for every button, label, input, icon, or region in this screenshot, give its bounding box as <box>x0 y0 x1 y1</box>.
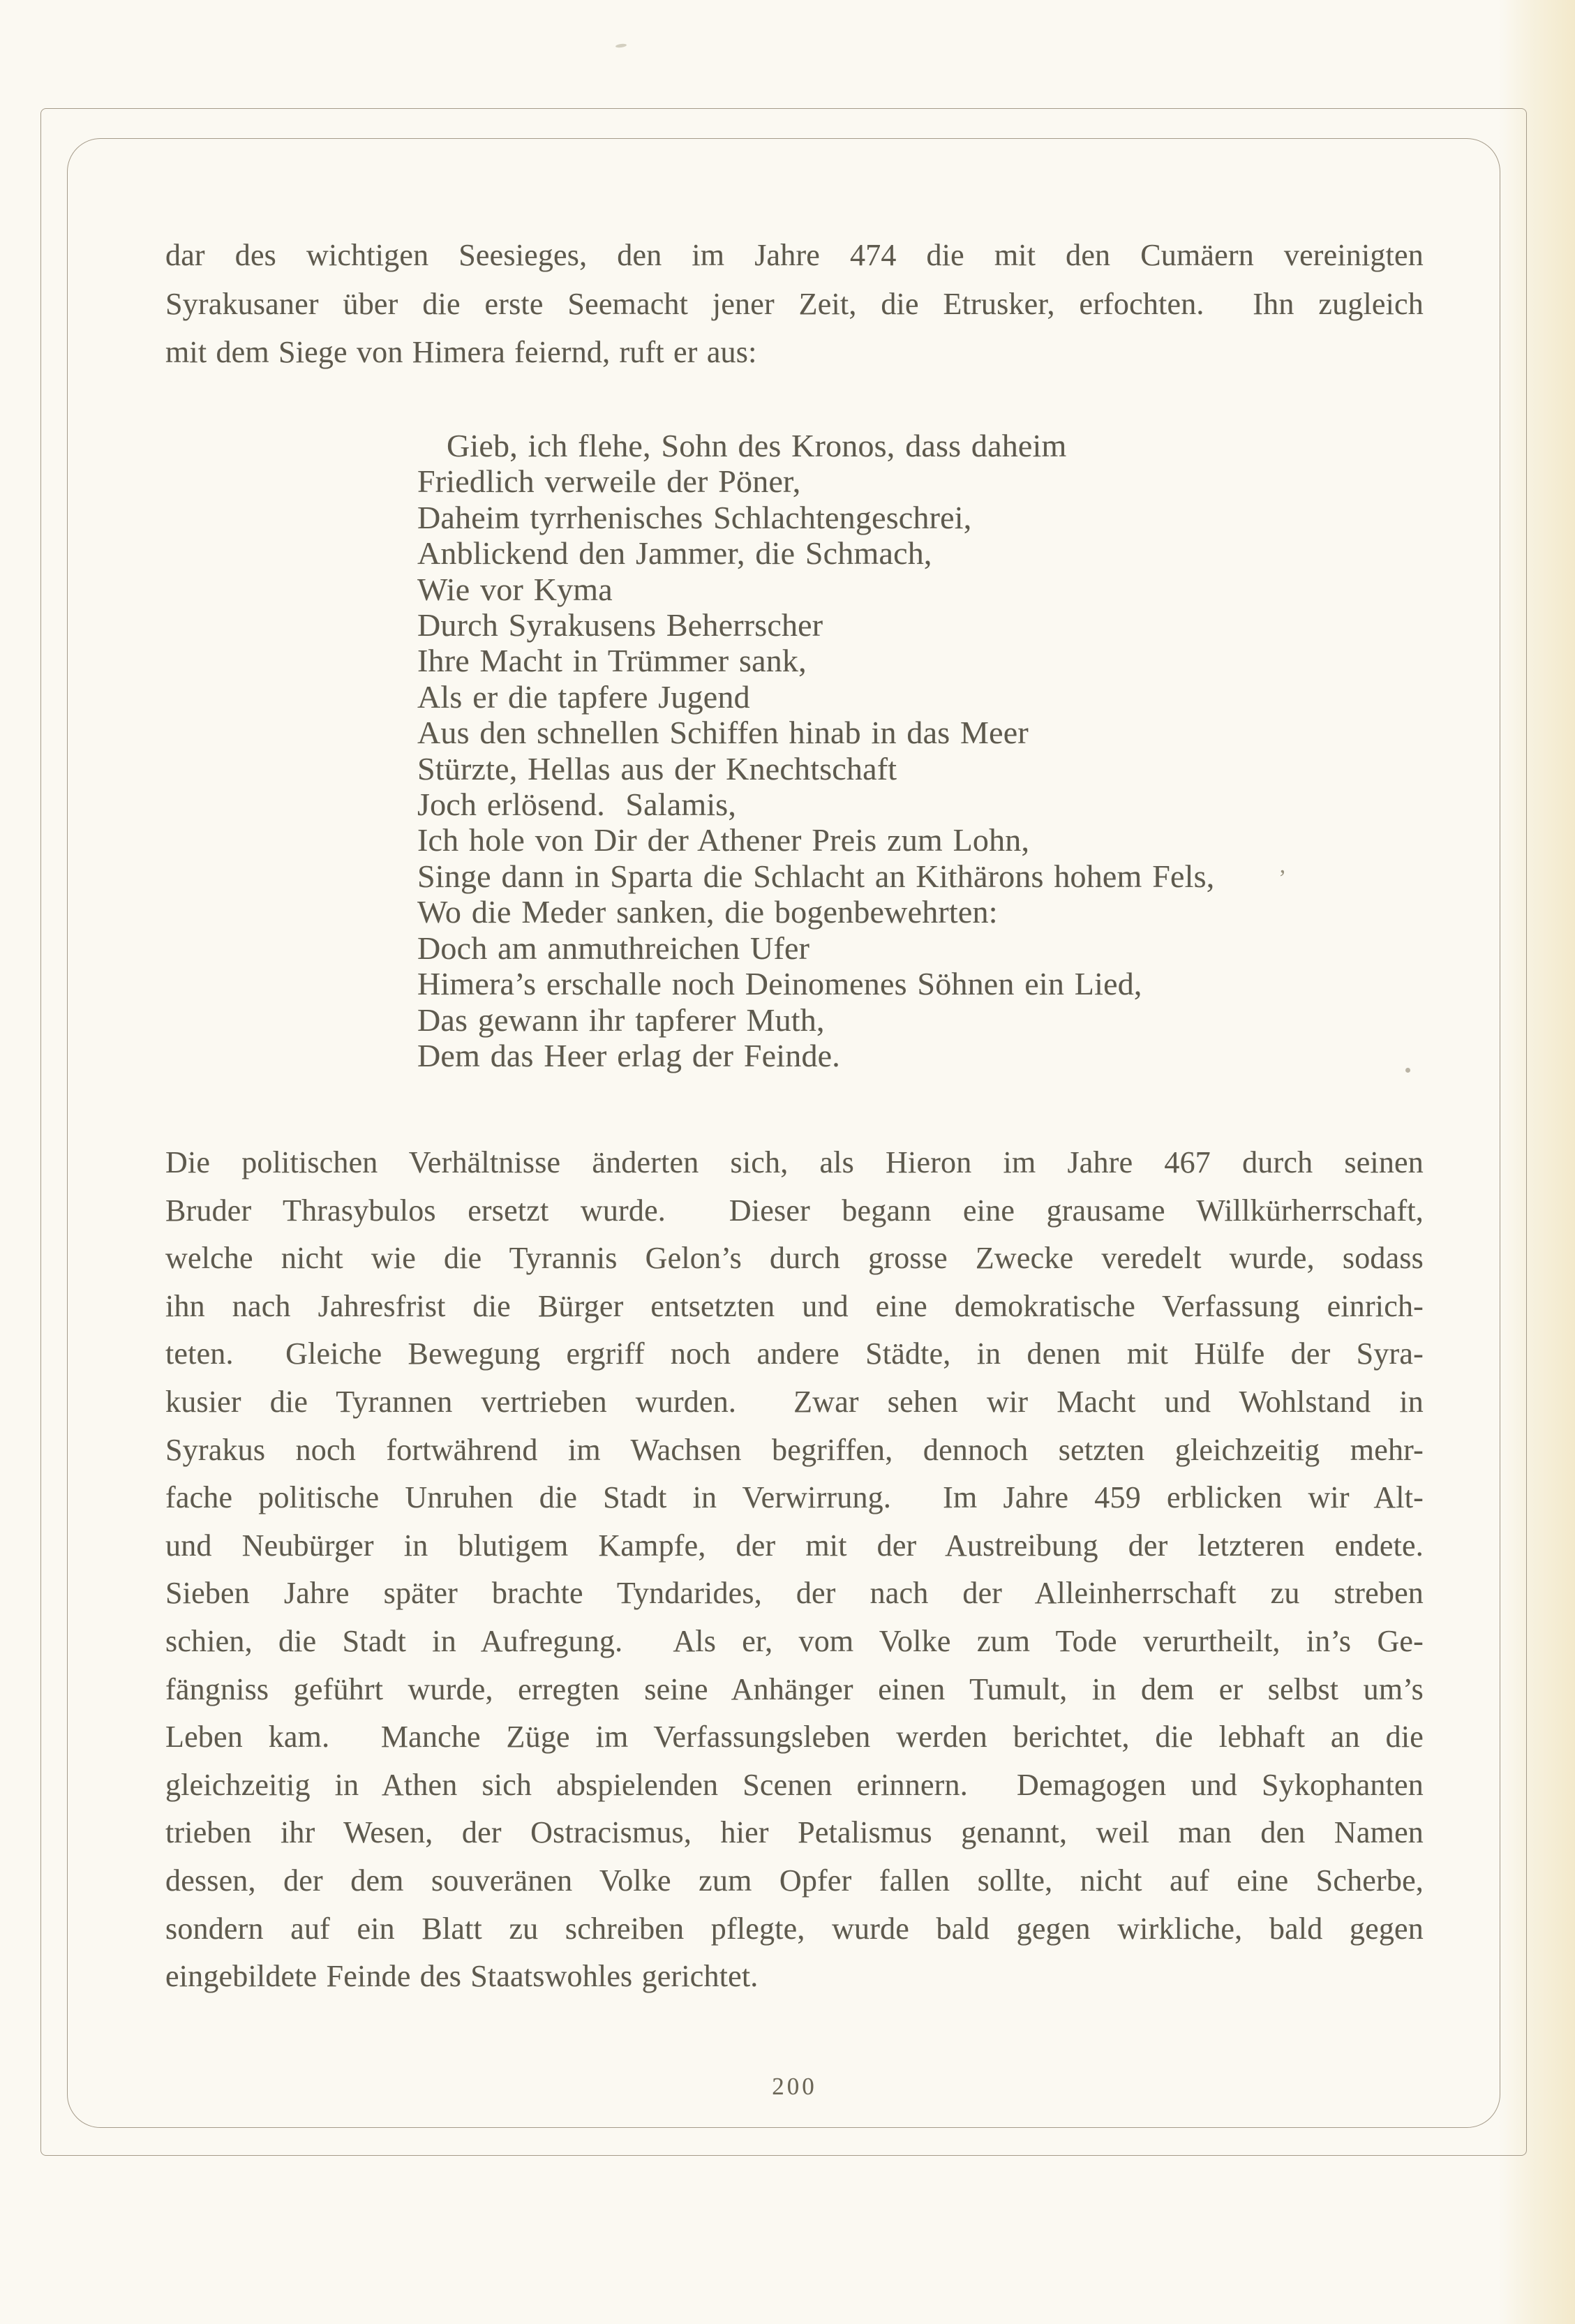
page-number: 200 <box>772 2073 817 2100</box>
body-line: Sieben Jahre später brachte Tyndarides, der nach der Alleinherrschaft zu streben <box>165 1576 1424 1611</box>
body-line: teten. Gleiche Bewegung ergriff noch andere Städte, in denen mit Hülfe der Syra- <box>165 1336 1424 1371</box>
poem-line: Durch Syrakusens Beherrscher <box>417 607 823 643</box>
body-line: kusier die Tyrannen vertrieben wurden. Zwar sehen wir Macht und Wohlstand in <box>165 1384 1424 1419</box>
body-line: dessen, der dem souveränen Volke zum Opfer fallen sollte, nicht auf eine Scherbe, <box>165 1863 1424 1898</box>
body-line: Leben kam. Manche Züge im Verfassungsleben werden berichtet, die lebhaft an die <box>165 1720 1424 1755</box>
body-line: trieben ihr Wesen, der Ostracismus, hier Petalismus genannt, weil man den Namen <box>165 1815 1424 1850</box>
scan-speck-icon <box>615 43 627 48</box>
poem-line: Stürzte, Hellas aus der Knechtschaft <box>417 750 897 787</box>
poem-line: Wo die Meder sanken, die bogenbewehrten: <box>417 894 998 930</box>
intro-line: Syrakusaner über die erste Seemacht jener Zeit, die Etrusker, erfochten. Ihn zugleich <box>165 286 1424 321</box>
poem-line: Gieb, ich flehe, Sohn des Kronos, dass daheim <box>447 428 1067 463</box>
body-line: welche nicht wie die Tyrannis Gelon’s durch grosse Zwecke veredelt wurde, sodass <box>165 1241 1424 1276</box>
body-line: fache politische Unruhen die Stadt in Verwirrung. Im Jahre 459 erblicken wir Alt- <box>165 1480 1424 1515</box>
intro-line: mit dem Siege von Himera feiernd, ruft er aus: <box>165 335 757 370</box>
poem-line: Joch erlösend. Salamis, <box>417 787 737 823</box>
scan-speck-icon: ’ <box>1278 865 1287 891</box>
poem-quotation <box>417 428 1464 1073</box>
poem-line: Doch am anmuthreichen Ufer <box>417 930 810 966</box>
poem-line: Das gewann ihr tapferer Muth, <box>417 1001 825 1038</box>
poem-line: Singe dann in Sparta die Schlacht an Kithärons hohem Fels, <box>417 858 1215 894</box>
body-line: schien, die Stadt in Aufregung. Als er, vom Volke zum Tode verurtheilt, in’s Ge- <box>165 1623 1424 1658</box>
poem-line: Als er die tapfere Jugend <box>417 678 750 715</box>
body-line: fängniss geführt wurde, erregten seine Anhänger einen Tumult, in dem er selbst um’s <box>165 1671 1424 1706</box>
main-paragraph <box>165 1139 1424 2001</box>
body-line: Syrakus noch fortwährend im Wachsen begriffen, dennoch setzten gleichzeitig mehr- <box>165 1432 1424 1467</box>
poem-line: Daheim tyrrhenisches Schlachtengeschrei, <box>417 499 972 535</box>
body-line: Bruder Thrasybulos ersetzt wurde. Dieser begann eine grausame Willkürherrschaft, <box>165 1193 1424 1228</box>
body-line: gleichzeitig in Athen sich abspielenden Scenen erinnern. Demagogen und Sykophanten <box>165 1767 1424 1802</box>
body-line: Die politischen Verhältnisse änderten sich, als Hieron im Jahre 467 durch seinen <box>165 1145 1424 1179</box>
intro-line: dar des wichtigen Seesieges, den im Jahre 474 die mit den Cumäern vereinigten <box>165 238 1424 272</box>
poem-line: Himera’s erschalle noch Deinomenes Söhnen ein Lied, <box>417 966 1142 1002</box>
body-line: und Neubürger in blutigem Kampfe, der mit der Austreibung der letzteren endete. <box>165 1528 1424 1563</box>
poem-line: Ich hole von Dir der Athener Preis zum Lohn, <box>417 822 1030 858</box>
body-line: eingebildete Feinde des Staatswohles gerichtet. <box>165 1959 759 1994</box>
poem-line: Friedlich verweile der Pöner, <box>417 463 801 500</box>
scan-speck-icon <box>1405 1068 1410 1073</box>
intro-paragraph <box>165 231 1424 377</box>
poem-line: Dem das Heer erlag der Feinde. <box>417 1037 840 1073</box>
poem-line: Wie vor Kyma <box>417 571 613 607</box>
poem-line: Aus den schnellen Schiffen hinab in das Meer <box>417 715 1029 751</box>
body-line: sondern auf ein Blatt zu schreiben pflegte, wurde bald gegen wirkliche, bald gegen <box>165 1911 1424 1946</box>
poem-line: Ihre Macht in Trümmer sank, <box>417 643 807 679</box>
poem-line: Anblickend den Jammer, die Schmach, <box>417 535 932 572</box>
body-line: ihn nach Jahresfrist die Bürger entsetzten und eine demokratische Verfassung einrich- <box>165 1288 1424 1323</box>
